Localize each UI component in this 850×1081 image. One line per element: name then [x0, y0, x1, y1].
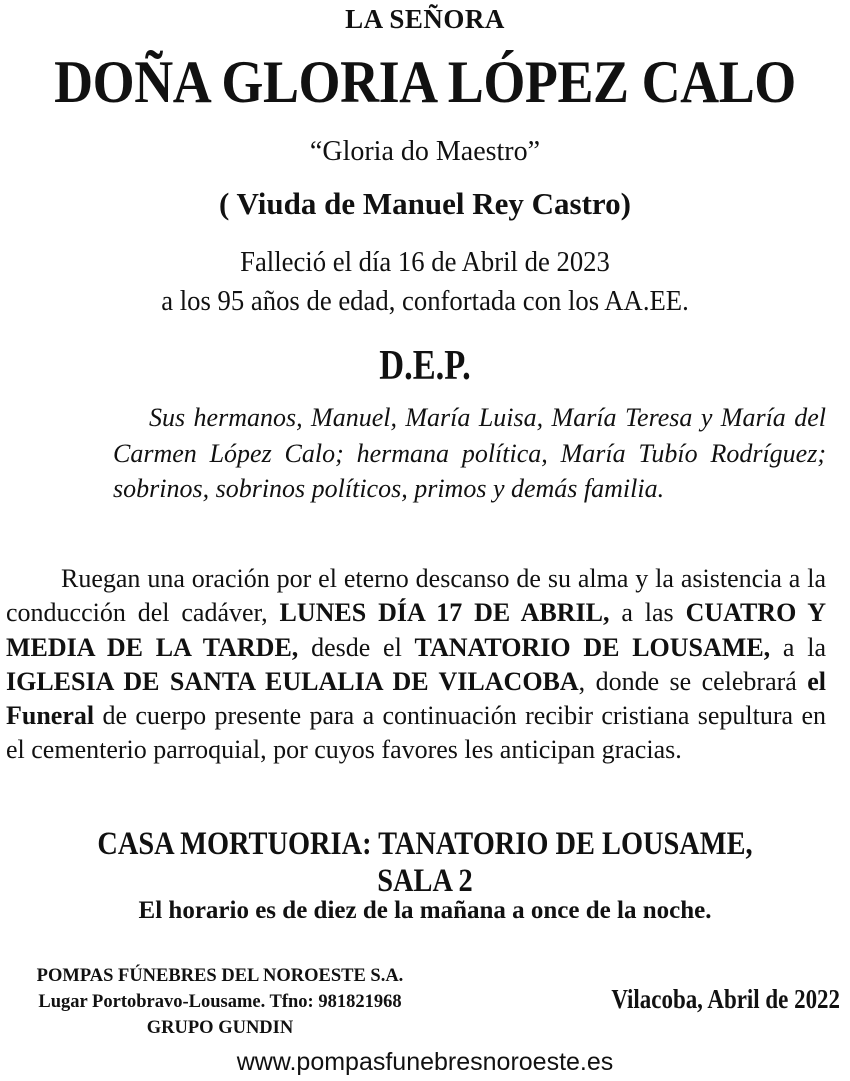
website-link[interactable]: www.pompasfunebresnoroeste.es	[236, 1048, 614, 1076]
request-date: LUNES DÍA 17 DE ABRIL,	[279, 598, 610, 628]
deceased-name: DOÑA GLORIA LÓPEZ CALO	[54, 49, 796, 115]
request-text-6: de cuerpo presente para a continuación recibir cristiana sepultura en el cementerio parroquial, por cuyos favores les anticipan gracias.	[6, 701, 826, 765]
request-text-1: Ruegan una oración por el eterno descanso de su alma y la asistencia a la conducción del cadáver,	[6, 564, 826, 628]
request-text-5: , donde se celebrará	[578, 666, 808, 696]
visiting-hours: El horario es de diez de la mañana a once de la noche.	[138, 897, 712, 924]
request-text-3: desde el	[298, 632, 415, 662]
death-age: a los 95 años de edad, confortada con los AA.EE.	[161, 285, 689, 317]
funeral-company	[0, 963, 440, 1041]
widow-of: ( Viuda de Manuel Rey Castro)	[219, 186, 631, 221]
request-text-2: a las	[609, 598, 686, 628]
request-paragraph	[6, 562, 826, 768]
family-paragraph: Sus hermanos, Manuel, María Luisa, María Teresa y María del Carmen López Calo; hermana política, María Tubío Rodríguez; sobrinos, sobrinos políticos, primos y demás familia.	[113, 403, 826, 503]
dep-heading: D.E.P.	[379, 343, 471, 389]
place-date: Vilacoba, Abril de 2022	[611, 984, 840, 1014]
request-funeral: el Funeral	[6, 666, 826, 731]
request-time: CUATRO Y MEDIA DE LA TARDE,	[6, 598, 826, 662]
company-group: GRUPO GUNDIN	[146, 1018, 294, 1038]
heading-la-senora: LA SEÑORA	[345, 4, 505, 34]
nickname: “Gloria do Maestro”	[309, 136, 541, 167]
company-address: Lugar Portobravo-Lousame. Tfno: 981821968	[38, 992, 402, 1012]
casa-mortuoria: CASA MORTUORIA: TANATORIO DE LOUSAME, SALA 2	[97, 826, 753, 899]
company-name: POMPAS FÚNEBRES DEL NOROESTE S.A.	[36, 966, 404, 986]
request-origin: TANATORIO DE LOUSAME,	[414, 632, 771, 662]
request-church: IGLESIA DE SANTA EULALIA DE VILACOBA	[6, 666, 579, 696]
death-date: Falleció el día 16 de Abril de 2023	[240, 246, 610, 278]
request-text-4: a la	[770, 632, 826, 662]
